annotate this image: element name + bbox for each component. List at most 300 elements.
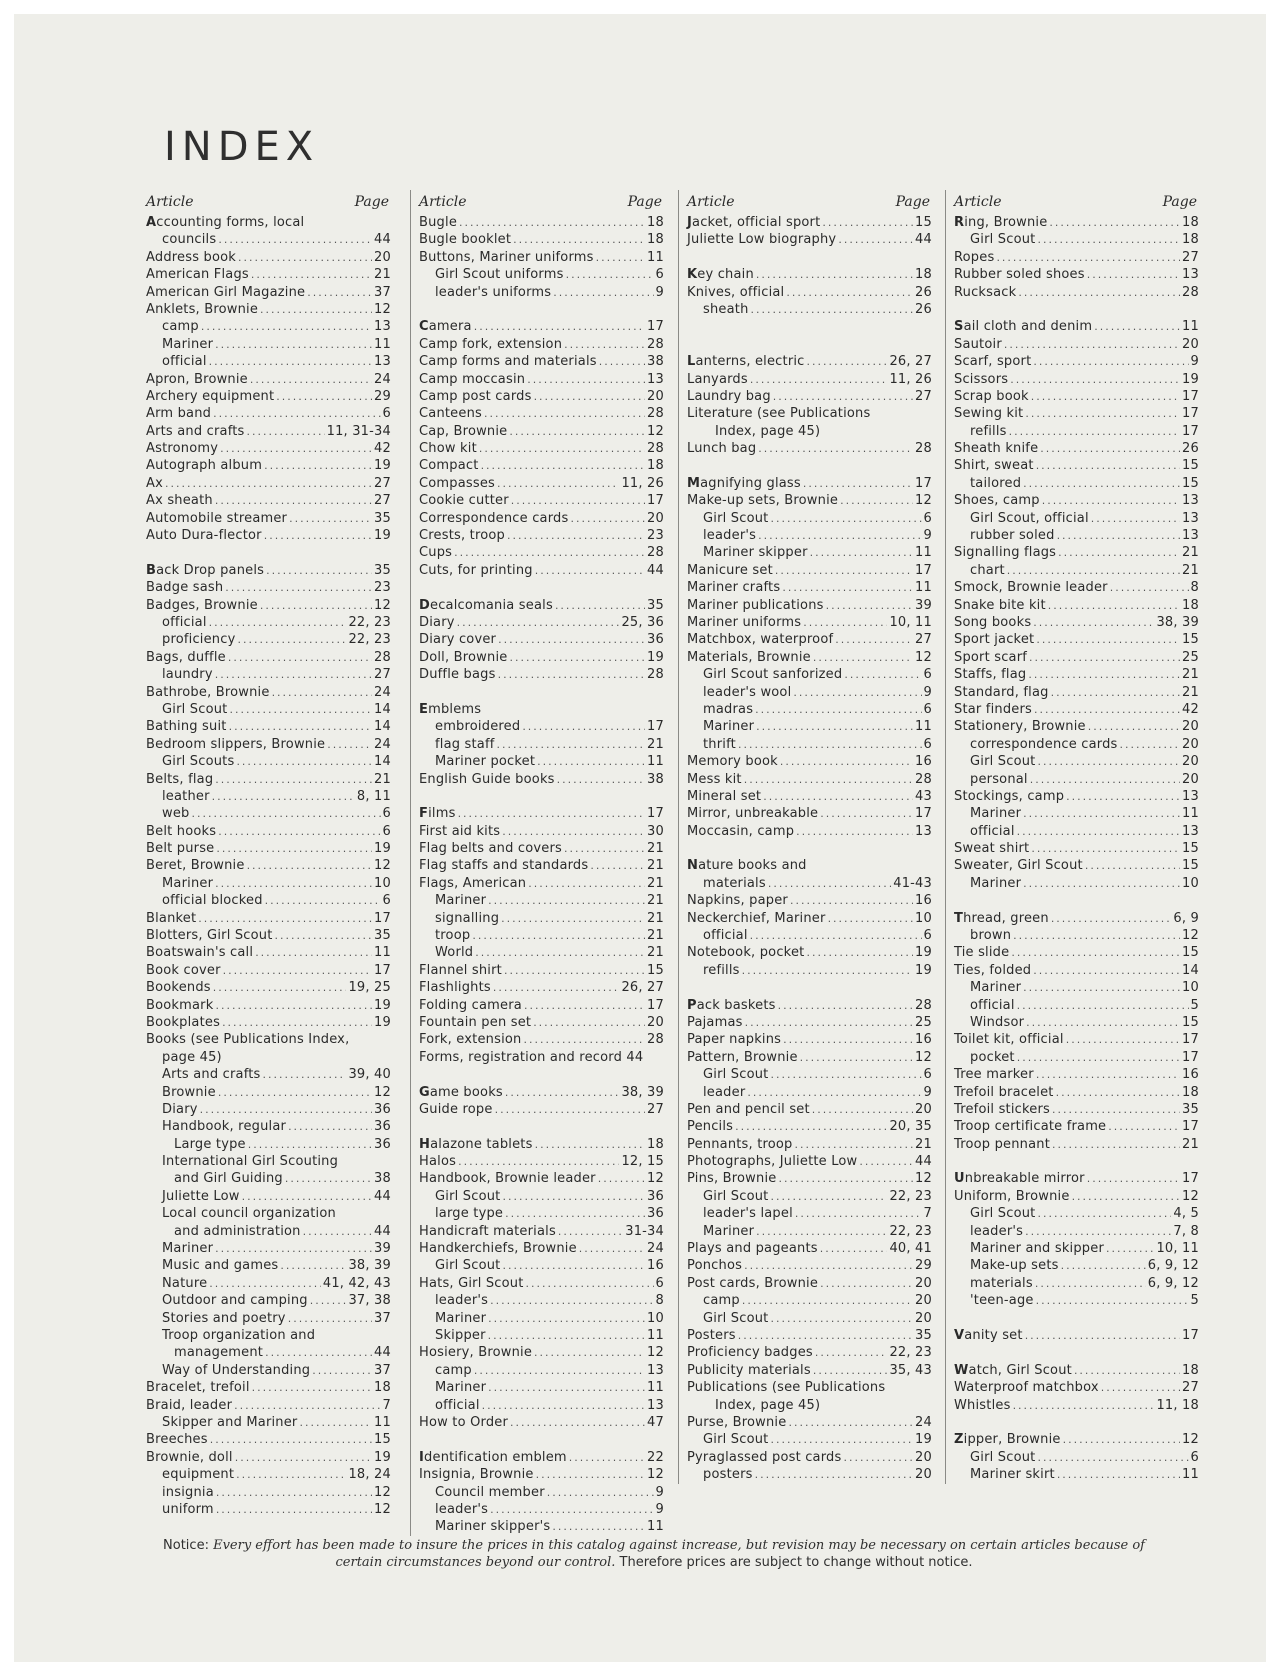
index-entry [419,562,664,579]
entry-page: 19 [374,1449,391,1465]
leader-dots [812,1101,913,1118]
section-gap [954,1153,1199,1170]
entry-article: Boatswain's call [146,945,254,961]
entry-article: Pyraglassed post cards [687,1449,842,1465]
entry-article: Juliette Low biography [687,232,837,248]
entry-article: Publications (see Publications [687,1380,886,1396]
leader-dots [1061,1257,1146,1274]
entry-article: Camp post cards [419,388,532,404]
entry-article: rubber soled [970,528,1055,544]
index-entry [687,1431,932,1448]
leader-dots [1013,1397,1155,1414]
index-entry [146,1344,391,1361]
section-gap [687,336,932,353]
leader-dots [1052,1101,1180,1118]
index-entry [419,249,664,266]
index-entry [954,944,1199,961]
entry-page: 12 [374,1084,391,1100]
index-entry [146,1327,391,1344]
entry-page: 37 [374,1362,391,1378]
entry-page: 9 [655,284,664,300]
entry-page: 9 [655,1484,664,1500]
entry-article: equipment [162,1467,235,1483]
entry-page: 11 [915,580,932,596]
entry-page: 13 [1182,267,1199,283]
leader-dots [747,1084,921,1101]
index-entry [146,631,391,648]
leader-dots [488,1327,645,1344]
entry-page: 23 [374,580,391,596]
index-entry [146,1170,391,1187]
entry-article: Camp fork, extension [419,336,563,352]
leader-dots [778,997,913,1014]
index-entry [419,1188,664,1205]
entry-page: 17 [374,962,391,978]
entry-page: 15 [1182,458,1199,474]
entry-page: 18 [647,458,664,474]
entry-article: and administration [174,1223,301,1239]
entry-article: Flashlights [419,980,491,996]
index-entry [146,823,391,840]
leader-dots [773,388,913,405]
entry-page: 21 [647,875,664,891]
entry-article: Girl Scout [435,1258,501,1274]
index-entry [419,423,664,440]
entry-article: tailored [970,475,1022,491]
index-entry [954,336,1199,353]
index-entry [419,1449,664,1466]
leader-dots [220,440,372,457]
leader-dots [566,266,654,283]
index-entry [146,562,391,579]
index-entry [687,1084,932,1101]
entry-page: 15 [1182,945,1199,961]
index-entry [687,231,932,248]
entry-article: sheath [703,301,749,317]
index-entry [146,927,391,944]
entry-page: 22, 23 [889,1223,932,1239]
section-gap [419,301,664,318]
entry-article: Girl Scout [703,510,769,526]
entry-page: 22, 23 [348,614,391,630]
entry-article: leather [162,788,210,804]
index-entry [687,214,932,231]
entry-page: 29 [915,1258,932,1274]
entry-page: 12 [915,1171,932,1187]
leader-dots [770,1310,913,1327]
index-entry [146,1257,391,1274]
leader-dots [264,457,372,474]
leader-dots [555,597,645,614]
entry-page: 18 [374,1380,391,1396]
leader-dots [1036,1292,1189,1309]
index-entry [146,388,391,405]
index-entry [687,1414,932,1431]
entry-article: Flag staffs and standards [419,858,589,874]
leader-dots [590,857,645,874]
entry-article: Girl Scout [703,1310,769,1326]
index-entry [687,753,932,770]
leader-dots [218,823,380,840]
leader-dots [1037,1449,1188,1466]
index-entry [687,405,932,422]
entry-article: Sport scarf [954,649,1028,665]
entry-page: 17 [647,319,664,335]
entry-article: Pennants, troop [687,1136,793,1152]
leader-dots [229,718,372,735]
leader-dots [215,666,372,683]
leader-dots [1034,701,1180,718]
entry-article: Mess kit [687,771,742,787]
leader-dots [1033,614,1154,631]
entry-page: 22, 23 [348,632,391,648]
leader-dots [786,284,913,301]
leader-dots [457,614,620,631]
entry-article: Blanket [146,910,197,926]
entry-page: 28 [647,406,664,422]
leader-dots [275,927,373,944]
entry-article: Stockings, camp [954,788,1065,804]
entry-page: 10, 11 [1156,1241,1199,1257]
leader-dots [996,249,1180,266]
index-entry [687,788,932,805]
leader-dots [742,1292,913,1309]
leader-dots [758,440,913,457]
leader-dots [507,527,645,544]
article-heading: Article [146,194,194,210]
leader-dots [209,353,372,370]
entry-page: 10, 11 [889,614,932,630]
index-entry [687,1397,932,1414]
index-entry [954,1049,1199,1066]
leader-dots [557,771,645,788]
index-entry [146,353,391,370]
entry-page: 22, 23 [889,1345,932,1361]
index-entry [687,684,932,701]
index-entry [954,562,1199,579]
entry-article: Canteens [419,406,482,422]
index-entry [954,1466,1199,1483]
leader-dots [1031,388,1180,405]
leader-dots [534,1344,645,1361]
entry-article: Belts, flag [146,771,214,787]
entry-page: 12 [374,301,391,317]
index-entry [687,371,932,388]
entry-page: 21 [647,928,664,944]
leader-dots [252,1379,372,1396]
entry-article: Laundry bag [687,388,771,404]
entry-page: 11 [1182,806,1199,822]
leader-dots [289,510,372,527]
entry-page: 27 [915,632,932,648]
leader-dots [775,562,913,579]
leader-dots [844,666,921,683]
leader-dots [803,614,887,631]
index-entry [954,771,1199,788]
leader-dots [1035,1275,1146,1292]
leader-dots [488,892,645,909]
entry-article: Signalling flags [954,545,1057,561]
leader-dots [234,1397,380,1414]
entry-article: Handbook, regular [162,1119,287,1135]
leader-dots [216,1484,372,1501]
entry-article: Compasses [419,475,496,491]
entry-article: Fountain pen set [419,1014,532,1030]
entry-page: 10 [915,910,932,926]
index-entry [146,405,391,422]
leader-dots [738,1327,913,1344]
entry-article: Pattern, Brownie [687,1049,798,1065]
index-entry [687,1188,932,1205]
index-entry [954,1327,1199,1344]
entry-article: Arts and crafts [146,423,245,439]
index-entry [954,1014,1199,1031]
entry-page: 16 [915,1032,932,1048]
entry-page: 38, 39 [1156,614,1199,630]
index-entry [954,684,1199,701]
leader-dots [822,214,913,231]
entry-article: Anklets, Brownie [146,301,259,317]
entry-page: 6 [923,667,932,683]
entry-article: Mariner [435,1310,487,1326]
entry-article: Pack baskets [687,997,776,1013]
entry-page: 11 [647,754,664,770]
leader-dots [210,1431,372,1448]
entry-article: Make-up sets, Brownie [687,493,839,509]
index-entry [419,927,664,944]
entry-page: 19 [915,962,932,978]
entry-page: 44 [915,1154,932,1170]
entry-page: 6, 9, 12 [1147,1275,1199,1291]
index-entry [419,266,664,283]
index-entry [954,840,1199,857]
leader-dots [1066,788,1180,805]
leader-dots [1056,1084,1180,1101]
entry-page: 20 [915,1293,932,1309]
leader-dots [783,1031,913,1048]
entry-article: materials [703,875,766,891]
index-entry [419,1153,664,1170]
entry-page: 18, 24 [348,1467,391,1483]
index-entry [419,1014,664,1031]
entry-article: Arm band [146,406,212,422]
index-entry [419,701,664,718]
page-heading: Page [354,194,389,210]
entry-page: 17 [1182,388,1199,404]
entry-page: 13 [374,319,391,335]
index-entry [146,371,391,388]
entry-article: Chow kit [419,441,477,457]
entry-page: 6 [923,736,932,752]
leader-dots [1085,857,1180,874]
section-gap [687,318,932,335]
index-entry [687,1240,932,1257]
entry-article: Badges, Brownie [146,597,258,613]
index-entry [954,1397,1199,1414]
entry-page: 24 [915,1414,932,1430]
leader-dots [490,1501,653,1518]
index-entry [419,666,664,683]
entry-article: refills [703,962,740,978]
index-entry [419,388,664,405]
entry-article: uniform [162,1501,214,1517]
entry-article: signalling [435,910,500,926]
entry-article: Ax sheath [146,493,213,509]
leader-dots [800,1049,913,1066]
leader-dots [505,1084,620,1101]
entry-article: Whistles [954,1397,1011,1413]
entry-article: Apron, Brownie [146,371,248,387]
entry-article: Diary [419,614,455,630]
leader-dots [218,231,372,248]
entry-page: 24 [374,736,391,752]
article-heading: Article [687,194,735,210]
entry-page: 22, 23 [889,1188,932,1204]
leader-dots [745,1014,913,1031]
entry-page: 12 [915,493,932,509]
entry-page: 8 [1190,580,1199,596]
index-entry [146,1101,391,1118]
index-entry [419,736,664,753]
index-entry [419,1414,664,1431]
entry-article: Correspondence cards [419,510,569,526]
entry-page: 19 [915,1432,932,1448]
entry-page: 41-43 [893,875,932,891]
entry-article: posters [703,1467,753,1483]
index-entry [146,527,391,544]
index-entry [419,1484,664,1501]
index-entry [954,962,1199,979]
index-entry [687,1449,932,1466]
entry-page: 11 [374,336,391,352]
entry-page: 12 [1182,1188,1199,1204]
leader-dots [795,1136,914,1153]
entry-article: web [162,806,190,822]
leader-dots [1017,823,1180,840]
entry-article: Jacket, official sport [687,215,821,230]
entry-page: 19 [915,945,932,961]
entry-article: Girl Scout [970,232,1036,248]
leader-dots [1040,440,1180,457]
section-gap [687,457,932,474]
entry-article: Mariner [970,875,1022,891]
entry-article: Mariner and skipper [970,1241,1105,1257]
index-entry [954,649,1199,666]
entry-article: Belt purse [146,841,215,857]
entry-page: 19 [374,997,391,1013]
index-entry [954,805,1199,822]
leader-dots [299,1414,372,1431]
entry-article: Shirt, sweat [954,458,1034,474]
leader-dots [738,736,922,753]
entry-article: Mariner [703,719,755,735]
entry-article: Mariner publications [687,597,824,613]
entry-article: Diary [162,1101,198,1117]
section-gap [687,979,932,996]
index-entry [146,1205,391,1222]
index-entry [687,1101,932,1118]
leader-dots [1037,231,1180,248]
entry-article: Guide rope [419,1101,493,1117]
index-entry [146,1223,391,1240]
leader-dots [778,1170,913,1187]
entry-article: Index, page 45) [715,423,821,439]
leader-dots [768,875,891,892]
entry-page: 17 [915,562,932,578]
entry-page: 10 [1182,980,1199,996]
entry-article: Photographs, Juliette Low [687,1154,858,1170]
entry-page: 5 [1190,997,1199,1013]
index-entry [146,1066,391,1083]
leader-dots [569,1449,645,1466]
entry-article: insignia [162,1484,214,1500]
index-entry [954,614,1199,631]
entry-article: Beret, Brownie [146,858,245,874]
index-entry [687,301,932,318]
entry-page: 17 [647,719,664,735]
entry-page: 18 [647,1136,664,1152]
article-heading: Article [954,194,1002,210]
entry-page: 37, 38 [348,1293,391,1309]
index-entry [146,875,391,892]
leader-dots [770,510,921,527]
entry-article: World [435,945,474,961]
index-entry [146,266,391,283]
leader-dots [238,631,347,648]
index-entry [146,336,391,353]
leader-dots [1094,318,1180,335]
leader-dots [215,997,372,1014]
section-gap [954,301,1199,318]
leader-dots [1049,214,1180,231]
entry-article: Pencils [687,1119,734,1135]
entry-page: 12 [647,1171,664,1187]
entry-article: Girl Scout [970,1206,1036,1222]
index-entry [954,788,1199,805]
entry-page: 16 [915,893,932,909]
leader-dots [247,423,325,440]
leader-dots [260,597,372,614]
entry-page: 20 [647,510,664,526]
index-entry [419,1344,664,1361]
leader-dots [795,1205,922,1222]
entry-page: 18 [1182,232,1199,248]
leader-dots [260,301,372,318]
entry-article: Ties, folded [954,962,1032,978]
entry-article: Standard, flag [954,684,1049,700]
entry-article: Bugle booklet [419,232,512,248]
index-entry [146,1084,391,1101]
entry-page: 17 [374,910,391,926]
entry-article: Rucksack [954,284,1017,300]
entry-page: 18 [647,215,664,230]
index-entry [687,1275,932,1292]
page-title: INDEX [164,124,320,170]
index-entry [954,388,1199,405]
entry-article: Scarf, sport [954,354,1032,370]
entry-article: Post cards, Brownie [687,1275,819,1291]
entry-article: Nature books and [687,858,807,874]
index-entry [146,579,391,596]
index-entry [954,318,1199,335]
leader-dots [1063,1431,1180,1448]
entry-article: Emblems [419,701,482,717]
entry-page: 15 [1182,841,1199,857]
leader-dots [536,1466,645,1483]
index-entry [419,1501,664,1518]
leader-dots [1007,562,1180,579]
leader-dots [770,1431,913,1448]
